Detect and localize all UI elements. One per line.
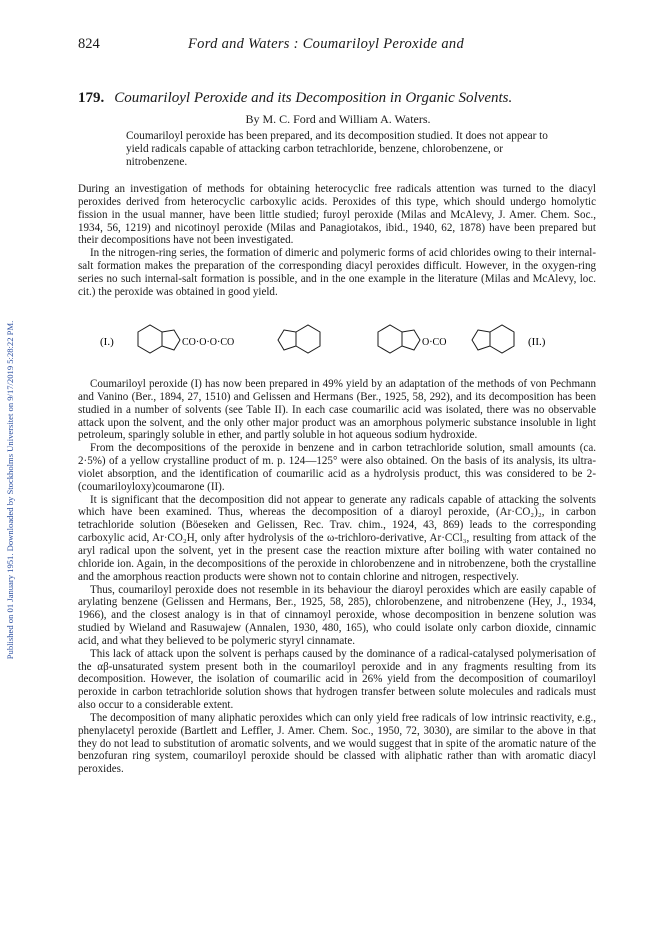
paragraph: In the nitrogen-ring series, the formation of dimeric and polymeric forms of acid chlorides owing to their internal-salt formation makes the preparation of the corresponding diacyl peroxides difficult. However, in the oxygen-ring series no such internal-salt formation is possible, and in the one example in the literature (Milas and McAlevy, loc. cit.) the peroxide was obtained in good yield. [78, 247, 596, 298]
article-abstract: Coumariloyl peroxide has been prepared, and its decomposition studied. It does not appear to yield radicals capable of attacking carbon tetrachloride, benzene, chlorobenzene, or nitrobenzene. [126, 130, 548, 168]
article-title-text: Coumariloyl Peroxide and its Decomposition in Organic Solvents. [114, 90, 513, 106]
article-title [78, 90, 598, 107]
article-number: 179. [78, 90, 105, 106]
side-provenance-note [2, 150, 18, 830]
results-text [78, 378, 596, 776]
formula-drawing [78, 320, 598, 370]
benzene-ring-icon [138, 325, 162, 353]
furan-ring-icon [162, 330, 180, 350]
formula-link-1: CO·O·O·CO [182, 337, 235, 348]
furan-ring-icon [278, 330, 296, 350]
paragraph: Coumariloyl peroxide (I) has now been prepared in 49% yield by an adaptation of the methods of von Pechmann and Vanino (Ber., 1894, 27, 1510) and Gelissen and Hermans (Ber., 1925, 58, 292), and its decomposition has been studied in a number of solvents (see Table II). In each case coumarilic acid was isolated, there was no observable attack upon the solvent, and the only other major product was an amorphous polymeric substance insoluble in light petroleum, sparingly soluble in ether, and partly soluble in hot aqueous sodium hydroxide. [78, 378, 596, 442]
intro-text [78, 183, 596, 299]
paragraph: During an investigation of methods for obtaining heterocyclic free radicals attention was turned to the diacyl peroxides derived from heterocyclic carboxylic acids. Peroxides of this type, which should undergo homolytic fission in the usual manner, have been little studied; furoyl peroxide (Milas and McAlevy, J. Amer. Chem. Soc., 1934, 56, 1219) and nicotinoyl peroxide (Milas and Panagiotakos, ibid., 1940, 62, 1878) have been prepared but their decompositions have not been investigated. [78, 183, 596, 247]
formula-label-1: (I.) [100, 336, 114, 348]
side-note-text[interactable]: Published on 01 January 1951. Downloaded by Stockholms Universitet on 9/17/2019 5:28:22 PM. [5, 320, 15, 660]
benzene-ring-icon [378, 325, 402, 353]
furan-ring-icon [402, 330, 420, 350]
formula-link-2: O·CO [422, 337, 447, 348]
page-number: 824 [78, 36, 100, 52]
structural-formulas [78, 320, 598, 370]
running-title: Ford and Waters : Coumariloyl Peroxide and [188, 36, 464, 52]
paragraph: The decomposition of many aliphatic peroxides which can only yield free radicals of low intrinsic reactivity, e.g., phenylacetyl peroxide (Bartlett and Leffler, J. Amer. Chem. Soc., 1950, 72, 3030), are similar to the above in that they do not lead to substitution of aromatic solvents, and we would suggest that in spite of the aromatic nature of the benzofuran ring system, coumariloyl peroxide should be classed with aliphatic rather than with aromatic diacyl peroxides. [78, 711, 596, 776]
paragraph: Thus, coumariloyl peroxide does not resemble in its behaviour the diaroyl peroxides which are easily capable of arylating benzene (Gelissen and Hermans, Ber., 1925, 58, 285), chlorobenzene, and nitrobenzene (Hey, J., 1934, 1966), and the closest analogy is in that of cinnamoyl peroxide, whose decomposition in benzene solution was studied by Wieland and Rasuwajew (Annalen, 1930, 480, 165), who could isolate only carbon dioxide, cinnamic acid, and what they believed to be polymeric styryl cinnamate. [78, 583, 596, 647]
paragraph: From the decompositions of the peroxide in benzene and in carbon tetrachloride solution, small amounts (ca. 2·5%) of a yellow crystalline product of m. p. 124—125° were also obtained. On the basis of its analysis, its ultra-violet absorption, and the identification of coumarilic acid as a hydrolysis product, this was considered to be 2-(coumariloyloxy)coumarone (II). [78, 442, 596, 493]
paragraph: It is significant that the decomposition did not appear to generate any radicals capable of attacking the solvents which have been examined. Thus, whereas the decomposition of a diaroyl peroxide, (Ar·CO₂)₂, in carbon tetrachloride solution (Böeseken and Gelissen, Rec. Trav. chim., 1924, 43, 869) leads to the corresponding carboxylic acid, Ar·CO₂H, only after hydrolysis of the ω-trichloro-derivative, Ar·CCl₃, resulting from attack of the aryl radical upon the solvent, yet in the present case the reaction mixture after boiling with water contained no chloride ion. Again, in the decompositions of the peroxide in chlorobenzene and in nitrobenzene, both the crystalline and the amorphous reaction products were shown not to contain chlorine and nitrogen, respectively. [78, 493, 596, 583]
paragraph: This lack of attack upon the solvent is perhaps caused by the dominance of a radical-catalysed polymerisation of the αβ-unsaturated system present both in the coumariloyl peroxide and in any fragments resulting from its decomposition. However, the isolation of coumarilic acid in 26% yield from the decomposition of coumariloyl peroxide in carbon tetrachloride solution shows that hydrogen transfer between solute molecules and radicals must also occur to a considerable extent. [78, 647, 596, 712]
article-authors: By M. C. Ford and William A. Waters. [245, 112, 431, 126]
benzene-ring-icon [296, 325, 320, 353]
benzene-ring-icon [490, 325, 514, 353]
formula-label-2: (II.) [528, 336, 546, 348]
furan-ring-icon [472, 330, 490, 350]
